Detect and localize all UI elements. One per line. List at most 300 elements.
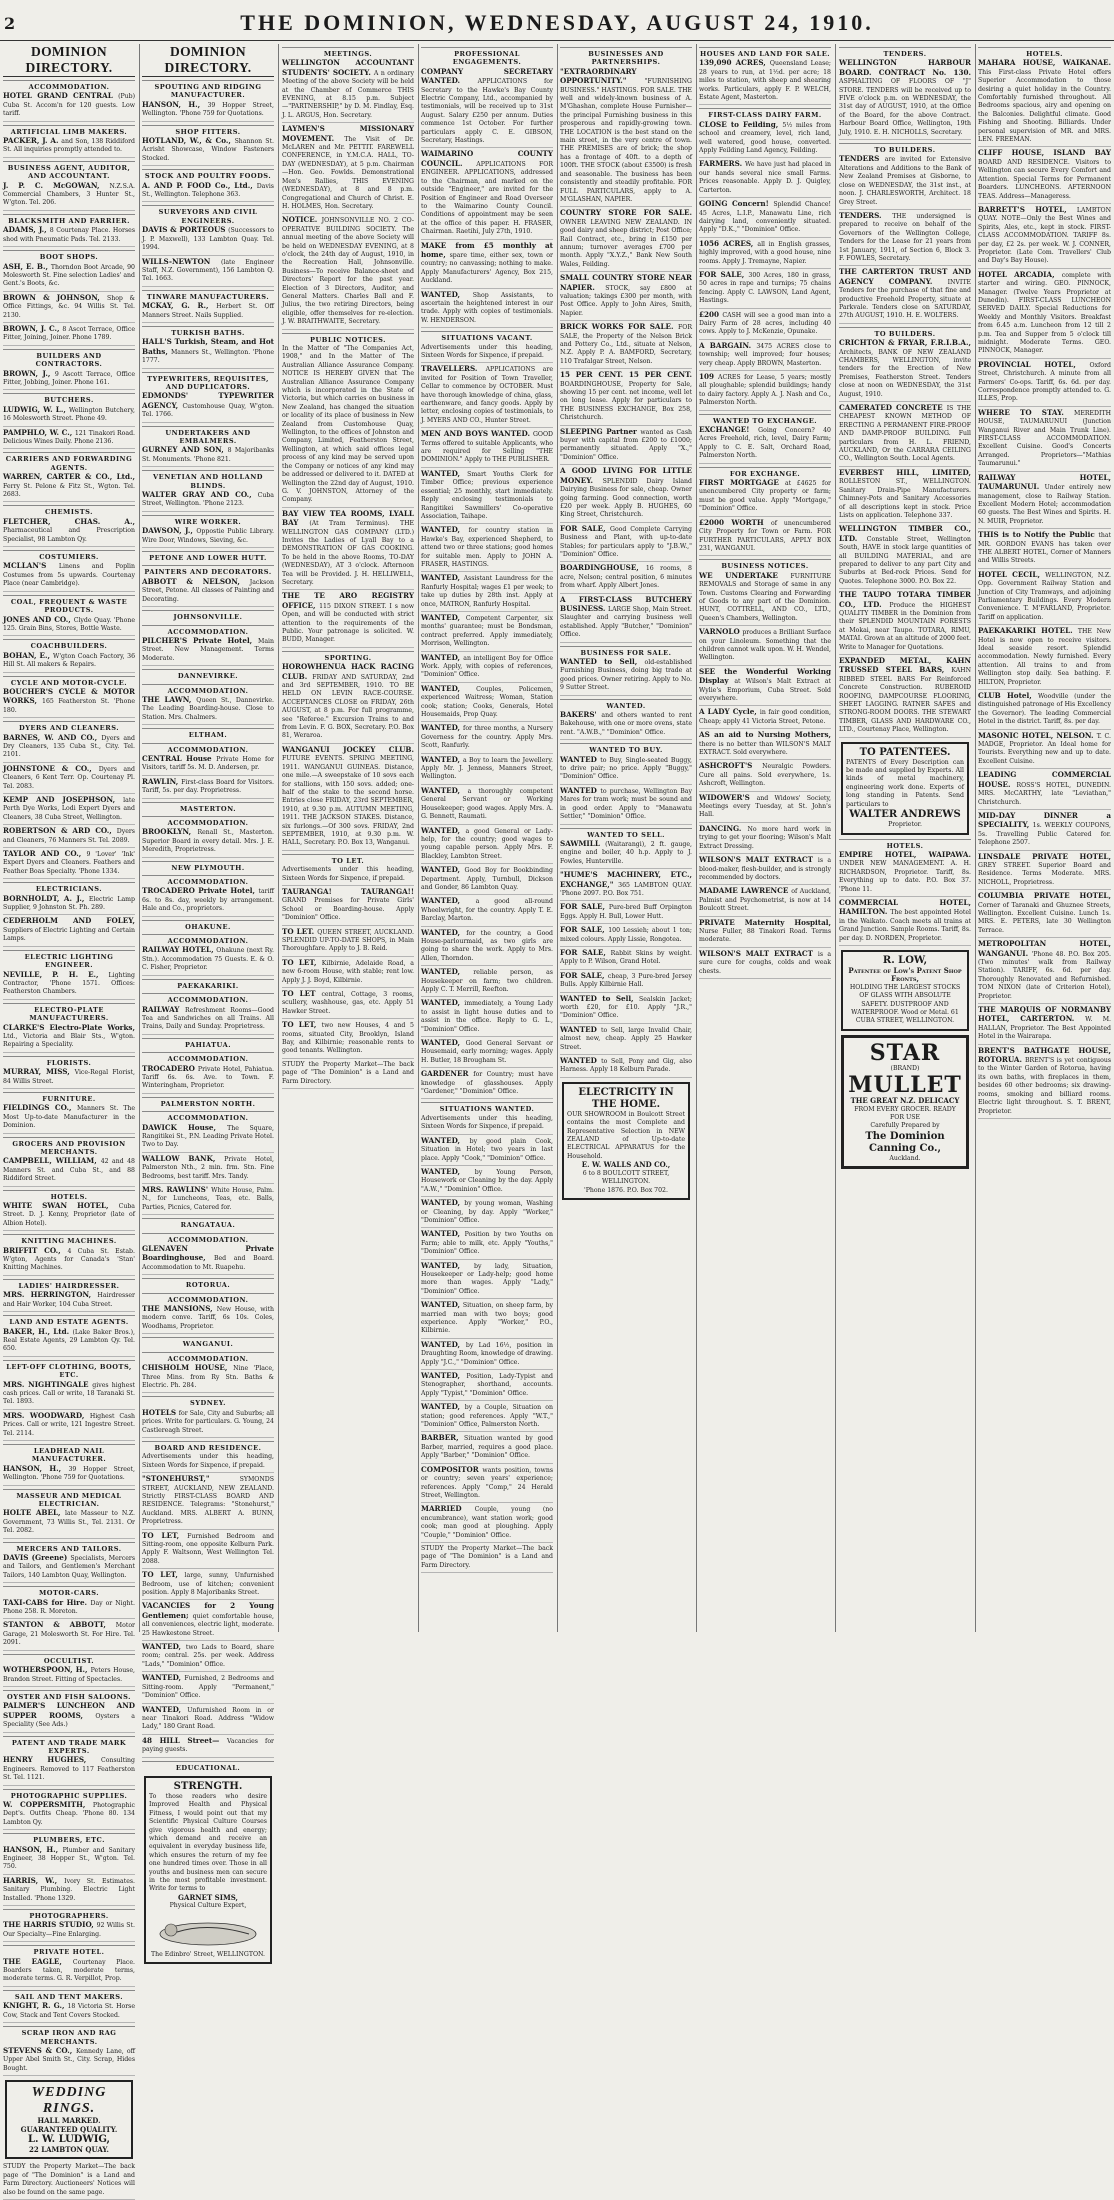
classified-ad <box>3 1328 135 1357</box>
section-heading: VENETIAN AND HOLLAND BLINDS. <box>142 470 274 490</box>
ad-text: by lady, Situation, Housekeeper or Lady-help; good home more than wages. Apply "Lady," "Dominion" Office. <box>421 1262 553 1295</box>
ad-text: is a sure cure for coughs, colds and weak chests. <box>699 950 832 975</box>
ad-text: Consulting Engineers. Removed to 117 Featherston St. Tel. 1121. <box>3 1757 135 1782</box>
section-heading: TYPEWRITERS, REQUISITES, AND DUPLICATORS. <box>142 372 274 392</box>
low-shop-fronts-ad <box>841 950 969 1031</box>
ad-text: for Country; must have knowledge of glasshouses. Apply "Gardener," "Dominion" Office. <box>421 1071 553 1096</box>
ad-lead: WANTED, <box>421 1300 463 1310</box>
ad-lead: TROCADERO <box>142 1063 198 1073</box>
classified-ad <box>560 68 692 208</box>
ad-text: SPLENDID Dairy Island Dairying Business for sale, cheap. Owner going farming. Good connection, worth £20 per week. Apply B. HUGHES, 60 King Street, Christchurch. <box>560 477 692 519</box>
ad-text: Peters House, Brandon Street. Fitting of Spectacles. <box>3 1667 135 1683</box>
low-body: HOLDING THE LARGEST STOCKS OF GLASS WITH ABSOLUTE SAFETY. DUSTPROOF AND WATERPROOF. Wood or Metal. 61 CUBA STREET, WELLINGTON. <box>849 983 961 1025</box>
ad-lead: WANTED, <box>421 573 464 583</box>
ad-lead: W. COPPERSMITH, <box>3 1799 93 1809</box>
houses-sections <box>699 47 831 979</box>
classified-ad <box>3 1381 135 1410</box>
ad-lead: "EXTRAORDINARY OPPORTUNITY." <box>560 66 645 86</box>
ad-text: (late Engineer Staff, N.Z. Government), 156 Lambton Q. Tel. 1663. <box>142 258 274 283</box>
newspaper-title: THE DOMINION, WEDNESDAY, AUGUST 24, 1910. <box>240 10 874 35</box>
ad-lead: HOTEL GRAND CENTRAL <box>3 91 119 101</box>
ad-text: Queensland Lease; 28 years to run, at 1½d. per acre; 18 miles to station, with sheep and shearing works. Particulars, apply F. P. WELCH, Estate Agent, Masterton. <box>699 60 831 102</box>
classified-ad <box>142 1706 274 1735</box>
column-professional-situations <box>421 44 553 1632</box>
classified-ad <box>978 771 1111 810</box>
ad-text: Competent Carpenter, six months' guarantee; must be Bondsman, contract preferred. Apply immediately, Morrison, Wellington. <box>421 614 553 648</box>
ad-text: Photographic Dept's. Outfits Cheap. 'Phone 80. 134 Lambton Qy. <box>3 1801 135 1826</box>
classified-ad <box>421 1137 553 1166</box>
classified-ad <box>421 430 553 468</box>
page-number: 2 <box>4 14 16 33</box>
ad-lead: THE LAWN, <box>142 694 197 704</box>
classified-ad <box>142 302 274 323</box>
ad-text: of unencumbered City Property for Town or Farm. FOR FURTHER PARTICULARS, APPLY BOX 231, WANGANUI. <box>699 519 831 552</box>
ad-text: 9 'Lover' 'Ink' Expert Dyers and Cleaners. Feathers and Feather Boas Specialty. 'Phone 1334. <box>3 851 135 875</box>
classified-ad <box>978 59 1111 147</box>
ad-lead: HOTEL CECIL, <box>978 569 1046 579</box>
ad-lead: FOR SALE, <box>560 970 608 980</box>
ad-lead: HARRIS, W., <box>3 1875 65 1885</box>
ad-lead: THE TE ARO REGISTRY OFFICE, <box>282 591 414 610</box>
section-heading: BOOT SHOPS. <box>3 250 135 261</box>
section-heading: HOTELS. <box>3 1190 135 1201</box>
classified-ad <box>282 990 414 1019</box>
classified-ad <box>560 995 692 1024</box>
notice-sections <box>282 47 414 1059</box>
ad-lead: TAYLOR AND CO., <box>3 849 87 859</box>
ad-text: Jackson Street, Petone. All classes of Painting and Decorating. <box>142 578 274 603</box>
ad-text: for three months, a Nursery Governess for the country. Apply Mrs. Scott, Ranfurly. <box>421 725 553 750</box>
ad-lead: MAHARA HOUSE, WAIKANAE. <box>978 58 1111 68</box>
classified-ad <box>421 1168 553 1197</box>
classified-ad <box>3 182 135 211</box>
ad-text: W. M. HALLAN, Proprietor. The Best Appointed Hotel in the Wairarapa. <box>978 1016 1112 1041</box>
ad-lead: SLEEPING Partner <box>560 426 641 436</box>
ad-text: there is no better than WILSON'S MALT EXTRACT. Sold everywhere. <box>699 740 831 757</box>
ad-lead: CAMPBELL, WILLIAM, <box>3 1156 101 1166</box>
classified-ad <box>142 1571 274 1600</box>
ad-lead: BARRETT'S HOTEL, <box>978 204 1077 214</box>
ad-lead: HOROWHENUA HACK RACING CLUB. <box>282 662 414 681</box>
section-heading: OCCULTIST. <box>3 1654 135 1665</box>
classified-ad <box>142 1409 274 1438</box>
ad-lead: HALL'S Turkish, Steam, and Hot Baths, <box>142 337 274 356</box>
ad-text: Sealskin Jacket; worth £20, for £10. Apply "J.R.," "Dominion" Office. <box>560 995 693 1020</box>
column-rule <box>139 44 140 1632</box>
ad-text: JOHNSONVILLE NO. 2 CO-OPERATIVE BUILDING SOCIETY. The annual meeting of the above Society will be held on WEDNESDAY EVENING, at 8 o'clock, the 24th day of August, 1910, in the Recreation Hall, Johnsonville. Business—To receive Balance-sheet and Directors' Report for the past year. Election of 3 Directors, Auditor, and General Matters. Charles Ball and F. Julius, the two retiring Directors, being eligible, offer themselves for re-election. J. W. BRAITHWAITE, Secretary. <box>282 217 414 326</box>
classified-ad <box>3 263 135 292</box>
hotels-heading: HOTELS. <box>839 839 971 850</box>
classified-ad <box>560 209 692 272</box>
section-heading: ACCOMMODATION. <box>142 993 274 1004</box>
ad-text: This First-class Private Hotel offers Superior Accommodation to those desiring a quiet holiday in the Country. Comfortably furnished throughout. All Bedrooms spacious, airy and opening on the Balconies. Delightful climate. Good Fishing and Shooting. Billiards. Under personal supervision of MR. and MRS. LEN. FREEMAN. <box>978 68 1111 144</box>
classified-ad <box>282 746 414 851</box>
ad-text: Oppostie Public Library. Wire Door, Windows, Sieving, &c. <box>142 528 274 544</box>
ad-lead: WAIMARINO COUNTY COUNCIL. <box>421 149 553 168</box>
ad-lead: EXPANDED METAL, KAHN TRUSSED STEEL BARS, <box>839 656 971 675</box>
ad-lead: FIELDINGS CO., <box>3 1103 77 1113</box>
section-heading: MOTOR-CARS. <box>3 1586 135 1597</box>
classified-ad <box>3 1068 135 1089</box>
ad-lead: WELLINGTON HARBOUR BOARD. CONTRACT No. 130. <box>839 58 971 77</box>
ad-text: UNDER NEW MANAGEMENT. A. H. RICHARDSON, Proprietor. Tariff, 8s. Everything up to date. P.O. Box 37. 'Phone 11. <box>839 860 971 893</box>
section-heading: ACCOMMODATION. <box>142 1111 274 1122</box>
ad-text: Position by two Youths on Farm; able to milk, etc. Apply "Youths," "Dominion" Office. <box>421 1231 553 1256</box>
classified-ad <box>3 895 135 916</box>
classified-ad <box>978 853 1111 891</box>
ad-lead: SMALL COUNTRY STORE NEAR NAPIER. <box>560 273 692 292</box>
ad-text: an intelligent Boy for Office Work. Apply, with copies of references, "Dominion" Office. <box>421 654 553 679</box>
classified-ad <box>699 519 831 557</box>
ad-text: MEREDITH HOUSE, TAUMARUNUI (Junction Wanganui River and Main Trunk Line). FIRST-CLASS ACCOMMODATION. Excellent Cuisine. Good's Concerts Arranged. Proprietors—"Mathias Taumarunui." <box>978 409 1111 468</box>
ad-text: 121 Tinakori Road. Delicious Wines Daily. Phone 2136. <box>3 429 136 445</box>
ad-text: GREY STREET. Superior Board and Residence. Terms Moderate. MRS. NICHOLL, Proprietress. <box>978 861 1111 886</box>
section-heading: WANTED. <box>560 699 692 710</box>
ad-text: Suppliers of Electric Lighting and Certain Lamps. <box>3 926 135 943</box>
ad-lead: BARBER, <box>421 1433 465 1443</box>
ad-text: Situation wanted by good Barber, married, requires a good place. Apply "Barber," "Dominion" Office. <box>421 1435 553 1460</box>
section-heading: MASSEUR AND MEDICAL ELECTRICIAN. <box>3 1489 135 1509</box>
ad-text: FURNITURE REMOVALS and Storage of same in any Town. Customs Clearing and Forwarding of Goods to any part of the Dominion. HUNT, COTTRELL, AND CO., LTD., Queen's Chambers, Wellington. <box>699 572 831 622</box>
classified-ad <box>142 828 274 857</box>
ad-text: Vice-Regal Florist, 84 Willis Street. <box>3 1069 135 1085</box>
classified-ad <box>3 473 135 502</box>
classified-ad <box>421 1039 553 1068</box>
ad-lead: COMPANY SECRETARY WANTED. <box>421 66 553 86</box>
classified-ad <box>421 242 553 289</box>
ad-lead: TAXI-CABS for Hire. <box>3 1597 91 1607</box>
ad-text: and others wanted to rent Bakehouse, with one or more ovens, state rent. "A.W.B.," "Dominion" Office. <box>560 712 692 736</box>
ad-text: and Son, 138 Riddiford St. All inquiries promptly attended to. <box>3 138 136 154</box>
ad-lead: HENRY HUGHES, <box>3 1755 101 1765</box>
classified-ad <box>3 652 135 673</box>
ad-text: that MR. GORDON EVANS has taken over THE ALBERT HOTEL, Corner of Manners and Willis Streets. <box>978 532 1111 565</box>
section-heading: KNITTING MACHINES. <box>3 1234 135 1245</box>
ad-text: Corner of Taranaki and Ghuznee Streets, Wellington. Excellent Cuisine. Lunch 1s. MRS. E. PETERS, late 30 Wellington Terrace. <box>978 901 1111 934</box>
ad-text: 165 Featherston St. 'Phone 180. <box>3 698 135 714</box>
classified-ad <box>282 510 414 591</box>
wedding-address: 22 LAMBTON QUAY. <box>29 2144 109 2154</box>
ad-lead: WANTED, <box>142 1704 188 1714</box>
ad-lead: RAWLIN, <box>142 776 182 786</box>
ad-lead: MID-DAY DINNER a SPECIALITY, <box>978 810 1111 830</box>
ad-lead: RAILWAY HOTEL, TAUMARUNUI. <box>978 472 1111 492</box>
ad-text: "FURNISHING BUSINESS." HASTINGS. FOR SALE. THE well and widely-known business of A. M'Ghashan, complete House Furnisher—the principal Furnishing business in this prosperous and rapidly-growing town. THE LOCATION is the best stand on the main street, in the very centre of town. THE PREMISES are of brick; the shop has a frontage of 40ft. to a depth of 100ft. THE STOCK (about £3500) is fresh and seasonable. The business has been consistently and steadily profitable. FOR FULL PARTICULARS, apply to A. M'GLASHAN, NAPIER. <box>560 78 692 203</box>
classified-ad <box>3 1921 135 1942</box>
ad-text: Architects, BANK OF NEW ZEALAND CHAMBERS, WELLINGTON, invite tenders for the Erection of New Premises, Featherston Street. Tenders close at noon on WEDNESDAY, the 31st August, 1910. <box>839 348 971 398</box>
ad-lead: HANSON, H., <box>3 1463 69 1473</box>
ad-lead: BARNES, W. AND CO., <box>3 732 102 742</box>
classified-ad <box>142 226 274 255</box>
ad-lead: KNIGHT, R. G., <box>3 2001 68 2011</box>
ad-text: No more hard work in trying to get your flooring; Wilson's Malt Extract Dressing. <box>699 825 831 850</box>
ad-lead: WANTED to Sell, <box>560 657 645 666</box>
ad-text: Dyers and Dry Cleaners, 135 Cuba St., City. Tel. 2101. <box>3 734 135 759</box>
ad-text: in fair good condition, Cheap; apply 41 Victoria Street, Petone. <box>699 709 831 725</box>
ad-text: Shop & Office Fittings, &c. 94 Willis St. Tel. 2130. <box>3 294 135 319</box>
classified-ad <box>978 892 1111 938</box>
classified-ad <box>282 959 414 988</box>
ad-lead: ADAMS, J., <box>3 225 50 235</box>
classified-ad <box>978 149 1111 203</box>
ad-lead: KEMP AND JOSEPHSON, <box>3 795 124 804</box>
ad-text: are invited for Extensive Alterations and Additions to the Bank of New Zealand Premises at Gisborne, to close on WEDNESDAY, the 31st inst., at noon. J. CHARLESWORTH, Architect. 18 Grey Street. <box>839 156 972 206</box>
classified-ad <box>421 897 553 926</box>
directory-heading: DOMINION DIRECTORY. <box>142 44 274 77</box>
classified-ad <box>282 928 414 957</box>
ad-text: Hairdresser and Hair Worker, 104 Cuba Street. <box>3 1292 135 1308</box>
column-dominion-directory-2 <box>142 44 275 1958</box>
ad-lead: £2000 WORTH <box>699 517 772 527</box>
classified-ad <box>699 950 831 979</box>
section-heading: SPORTING. <box>282 651 414 662</box>
classified-ad <box>282 866 414 886</box>
ad-lead: WANTED, <box>421 1260 474 1270</box>
classified-ad <box>560 596 692 643</box>
ad-lead: WANTED, <box>421 1371 467 1381</box>
ad-lead: WANTED, <box>421 865 465 875</box>
classified-ad <box>978 1047 1111 1119</box>
ad-text: Advertisements under this heading, Sixteen Words for Sixpence, if prepaid. <box>142 1453 274 1469</box>
ad-text: Courtenay Place. Boarders taken, moderate terms, moderate terms. G. R. Verpillot, Prop. <box>3 1958 135 1983</box>
ad-lead: BRENT'S BATHGATE HOUSE, ROTORUA. <box>978 1045 1111 1065</box>
ad-lead: 139,090 ACRES, <box>699 58 770 68</box>
ad-lead: WELLINGTON TIMBER CO., LTD. <box>839 524 971 543</box>
ad-lead: FARMERS. <box>699 159 745 169</box>
ad-lead: "STONEHURST," <box>142 1474 240 1484</box>
ad-text: Shannon St. Acrisht Showcase, Window Fasteners Stocked. <box>142 138 274 162</box>
column-houses-land <box>699 44 831 1632</box>
ad-lead: PAEKAKARIKI HOTEL. <box>978 626 1078 636</box>
ad-text: Wellington Butchery, 16 Molesworth Street. Phone 49. <box>3 406 135 423</box>
ad-text: APPLICATIONS for Secretary to the Hawke's Bay County Electric Company, Ltd., accompanied by testimonials, will be received up to 31st August. Salary £250 per annum. Duties commence 1st October. For further particulars apply C. E. GIBSON, Secretary, Hastings. <box>421 78 553 145</box>
classified-ad <box>839 657 971 738</box>
ad-text: a thoroughly competent General Servant or Working Housekeeper; good wages. Apply Mrs. A. G. Bennett, Raumati. <box>421 787 553 821</box>
classified-ad <box>421 968 553 997</box>
ad-text: (Lake Baker Bros.), Real Estate Agents, 29 Lambton Qy. Tel. 650. <box>3 1328 135 1353</box>
ad-text: FOR SALE, the Property of the Nelson Brick and Pottery Co., Ltd., situate at Nelson, N.Z. Apply P. A. BAMFORD, Secretary, 110 Trafalgar Street, Nelson. <box>560 324 692 365</box>
ad-text: Neuralgic Powders. Cure all pains. Sold everywhere, 1s. Ashcroft, Wellington. <box>699 763 832 788</box>
ad-lead: STANTON & ABBOTT, <box>3 1620 116 1630</box>
ad-lead: WANTED <box>560 754 601 764</box>
classified-ad <box>142 338 274 368</box>
classified-ad <box>560 1026 692 1055</box>
ad-text: OWNER LEAVING NEW ZEALAND. IN good dairy and sheep district; Post Office; Rail Contract, etc., bring in £150 per annum; turnover averages £700 per month. Apply "X.Y.Z.," Bank New South Wales, Feilding. <box>560 218 692 268</box>
ad-text: Ltd., Victoria and Blair Sts., W'gton. Repairing a Speciality. <box>3 1032 135 1049</box>
section-heading: WIRE WORKER. <box>142 515 274 526</box>
classified-ad <box>699 160 831 198</box>
section-heading: SYDNEY. <box>142 1396 274 1407</box>
ad-lead: PROVINCIAL HOTEL, <box>978 359 1090 369</box>
classified-ad <box>560 274 692 321</box>
column-rule <box>278 44 279 1632</box>
ad-lead: BROWN, J. C., <box>3 323 63 333</box>
ad-text: Constable Street, Wellington South, HAVE in stock large quantities of all BUILDING MATERIAL, and are prepared to deliver to any part City and Suburbs at Bed-rock Prices. Send for Quotes. Telephone 3000. P.O. Box 22. <box>839 535 971 585</box>
section-heading: ACCOMMODATION. <box>142 1052 274 1063</box>
ad-lead: TRAVELLERS. <box>421 364 486 374</box>
classified-ad <box>699 311 831 340</box>
classified-ad <box>699 373 831 411</box>
ad-text: Dyers and Cleaners, 76 Manners St. Tel. 2089. <box>3 828 135 844</box>
classified-ad <box>421 756 553 785</box>
classified-ad <box>142 1643 274 1672</box>
column-hotels <box>978 44 1111 1632</box>
ad-text: KAHN RIBBED STEEL BARS For Reinforced Concrete Construction. RUBEROID ROOFING, DAMPCOURSE FLOORING, SHEET LAGGING. RATNER SAFES and STRONG-ROOM DOORS. THE STEWART TIMBER, GLASS AND HARDWARE CO., LTD., Courtenay Place, Wellington. <box>839 667 971 734</box>
ad-lead: FOR SALE, <box>699 269 749 279</box>
classified-ad <box>421 1341 553 1370</box>
classified-ad <box>282 125 414 214</box>
ad-text: Cuba Street. D. J. Kenny, Proprietor (late of Albion Hotel). <box>3 1203 135 1227</box>
electricity-ad <box>562 1082 690 1200</box>
ad-lead: MCKAY, G. R., <box>142 301 217 311</box>
classified-ad <box>3 1621 135 1650</box>
wedding-hall-marked: HALL MARKED. <box>37 2116 101 2126</box>
ad-lead: GURNEY AND SON, <box>142 445 228 455</box>
classified-ad <box>421 1115 553 1135</box>
classified-ad <box>421 999 553 1037</box>
ad-text: Refreshment Rooms—Good Tea and Sandwiches on all Trains. All Trains, Daily and Sunday. Proprietress. <box>142 1006 274 1031</box>
section-heading: TURKISH BATHS. <box>142 326 274 337</box>
column-dominion-directory-1 <box>3 44 136 2196</box>
ad-text: W'gton Coach Factory, 36 Hill St. All makers & Repairs. <box>3 652 136 669</box>
ad-lead: MADAME LAWRENCE <box>699 886 792 896</box>
section-heading: ROTORUA. <box>142 1278 274 1289</box>
ad-text: FUTURE EVENTS. SPRING MEETING, 1911. WANGANUI GUINEAS. Distance, one mile.—A sweepstake of 10 sovs each for stallions, with 150 sovs. added; one-half of the stake to the second horse. Entries close FRIDAY, 23rd SEPTEMBER, 1910, at 9.30 p.m. AUTUMN MEETING, 1911. THE JACKSON STAKES. Distance, six furlongs.—Of 300 sovs. FRIDAY, 2nd SEPTEMBER, 1910, at 9.30 p.m. W. HALL, Secretary. P.O. Box 13, Wanganui. <box>282 755 414 847</box>
ad-lead: A GOOD LIVING FOR LITTLE MONEY. <box>560 466 692 485</box>
ad-lead: WANTED, <box>421 1229 465 1239</box>
section-heading: UNDERTAKERS AND EMBALMERS. <box>142 426 274 446</box>
study-property-notice: STUDY the Property Market—The back page of "The Dominion" is a Land and Farm Directory. <box>421 1545 553 1573</box>
classified-ad <box>3 429 135 450</box>
classified-ad <box>3 1877 135 1906</box>
ad-lead: BRICK WORKS FOR SALE. <box>560 322 678 332</box>
ad-lead: CLARKE'S Electro-Plate Works, <box>3 1022 135 1032</box>
ad-lead: DAWSON, J., <box>142 526 197 536</box>
ad-lead: MCLLAN'S <box>3 561 59 571</box>
section-heading: EDUCATIONAL. <box>142 1761 274 1772</box>
ad-lead: BAKER, H., Ltd. <box>3 1326 73 1336</box>
ad-text: 5½ miles from school and creamery, level, rich land, well watered, good house, converted. Apply Feilding Land Agency, Feilding. <box>699 121 831 155</box>
classified-ad <box>3 137 135 158</box>
classified-ad <box>421 344 553 364</box>
section-heading: ACCOMMODATION. <box>142 625 274 636</box>
section-heading: TO LET. <box>282 854 414 865</box>
ad-text: Under entirely new management, close to Railway Station. Excellent Modern Hotel; accommodation 60 guests. The Best Wines and Spirits. H. N. MUIR, Proprietor. <box>978 484 1111 525</box>
section-heading: MASTERTON. <box>142 802 274 813</box>
physical-culture-figure-illustration <box>153 1914 263 1948</box>
strength-heading: STRENGTH. <box>173 1780 243 1792</box>
section-heading: CYCLE AND MOTOR-CYCLE. <box>3 676 135 687</box>
mullet-brand: (BRAND) <box>890 1064 920 1072</box>
section-heading: HOUSES AND LAND FOR SALE. <box>699 47 831 58</box>
ad-lead: MARRIED <box>421 1504 475 1514</box>
ad-lead: ASHCROFT'S <box>699 761 763 771</box>
ad-lead: EMPIRE HOTEL, WAIPAWA. <box>839 849 971 859</box>
ad-text: gives highest cash prices. Call or write, 18 Taranaki St. Tel. 1893. <box>3 1381 135 1406</box>
ad-text: Furnished, 2 Bedrooms and Sitting-room. Apply "Permanent," "Dominion" Office. <box>142 1675 274 1700</box>
ad-text: at Wilson's Malt Extract at Wylie's Emporium, Cuba Street. Sold everywhere. <box>699 678 831 702</box>
classified-ad <box>839 59 971 140</box>
ad-lead: WANTED, <box>421 754 463 764</box>
mullet-name: MULLET <box>848 1072 962 1099</box>
ad-text: Manners St., Wellington. 'Phone 1777. <box>142 348 274 365</box>
classified-ad <box>142 527 274 548</box>
directory-sections <box>142 80 274 1772</box>
classified-ad <box>421 1199 553 1228</box>
classified-ad <box>978 812 1111 851</box>
section-heading: ACCOMMODATION. <box>142 1233 274 1244</box>
ad-text: 3475 ACRES close to township; well improved; four houses; very cheap. Apply BROWN, Masterton. <box>699 342 831 367</box>
ad-lead: MRS. HERRINGTON, <box>3 1290 98 1300</box>
ad-lead: SEE the Wonderful Working Display <box>699 666 831 686</box>
ad-lead: MAKE from £5 monthly at home, <box>421 240 553 259</box>
ad-lead: HOTELS <box>142 1407 179 1417</box>
column-rule <box>557 44 558 1632</box>
ad-lead: MURRAY, MISS, <box>3 1067 75 1077</box>
section-heading: ACCOMMODATION. <box>142 743 274 754</box>
section-heading: ACCOMMODATION. <box>142 816 274 827</box>
ad-lead: WANTED <box>560 1056 602 1066</box>
section-heading: HOTELS. <box>978 47 1111 58</box>
ad-text: CASH will see a good man into a Dairy Farm of 28 acres, including 40 cows. Apply to J. McKenzie, Opunake. <box>699 311 831 336</box>
ad-lead: BOARDINGHOUSE, <box>560 563 646 573</box>
section-heading: WANTED TO SELL. <box>560 828 692 839</box>
ad-lead: HOLTE ABEL, <box>3 1508 65 1518</box>
ad-text: at £4625 for unencumbered City property or farm; must be good value. Apply "Mortgage," "Dominion" Office. <box>699 480 831 513</box>
ad-text: Assistant Laundress for the Ranfurly Hospital; wages £1 per week; to take up duties by 28th inst. Apply at once, MATRON, Ranfurly Hospital. <box>421 575 553 608</box>
classified-ad <box>3 971 135 1000</box>
ad-text: BOARDINGHOUSE, Property for Sale, showing 15 per cent. net income, well let on long lease. Apply for particulars to THE BUSINESS EXCHANGE, Box 258, Christchurch. <box>560 380 692 422</box>
ad-lead: LINSDALE PRIVATE HOTEL, <box>978 851 1111 861</box>
classified-ad <box>3 1104 135 1133</box>
ad-lead: GARDENER <box>421 1069 474 1079</box>
ad-lead: J. P. C. McGOWAN, <box>3 180 110 190</box>
classified-ad <box>421 685 553 723</box>
ad-text: Thorndon Boot Arcade, 90 Molesworth St. Fine selection Ladies' and Gent.'s Boots, &c. <box>3 263 135 288</box>
classified-ad <box>142 946 274 975</box>
classified-ad <box>3 1666 135 1687</box>
classified-ad <box>560 428 692 466</box>
ad-text: cheap, 3 Pure-bred Jersey Bulls. Apply Kilbirnie Hall. <box>560 972 692 989</box>
ad-lead: JONES AND CO., <box>3 614 74 624</box>
ad-lead: WANTED, <box>421 825 466 835</box>
ad-lead: COMMERCIAL HOTEL, HAMILTON. <box>839 897 971 917</box>
section-heading: LAND AND ESTATE AGENTS. <box>3 1315 135 1326</box>
ad-text: Smart Youths Clerk for Timber Office; previous experience essential; 25 monthly, start immediately. Reply enclosing testimonials to Rangitikei Sawmillers' Co-operative Association, Taihape. <box>421 470 553 520</box>
classified-ad <box>282 345 414 508</box>
wedding-rings-heading: WEDDING RINGS. <box>31 2085 107 2117</box>
directory-heading: DOMINION DIRECTORY. <box>3 44 135 77</box>
ad-lead: DANCING. <box>699 823 748 833</box>
ad-lead: THE TAUPO TOTARA TIMBER CO., LTD. <box>839 590 971 609</box>
section-heading: SAIL AND TENT MAKERS. <box>3 1990 135 2001</box>
classified-ad <box>560 467 692 522</box>
classified-ad <box>3 1702 135 1732</box>
section-heading: SURVEYORS AND CIVIL ENGINEERS. <box>142 205 274 225</box>
classified-ad <box>839 469 971 523</box>
section-heading: ACCOMMODATION. <box>3 80 135 91</box>
ad-text: produces a Brilliant Surface on your Linoleum. Something that the children cannot walk upon. W. H. Wendel, Wellington. <box>699 629 831 662</box>
classified-ad <box>560 972 692 993</box>
ad-text: LARGE Shop, Main Street. Slaughter and carrying business well established. Apply "Butcher," "Dominion" Office. <box>560 605 693 639</box>
ad-lead: A FIRST-CLASS BUTCHERY BUSINESS. <box>560 594 692 613</box>
ad-text: Highest Cash Prices. Call or write, 121 Ingestre Street. Tel. 2114. <box>3 1412 135 1437</box>
ad-text: 300 Acres, 180 in grass, 50 acres in rape and turnips; 75 chains fencing. Apply C. LAWSON, Land Agent, Hastings. <box>699 271 831 305</box>
wedding-guaranteed: GUARANTEED QUALITY. <box>20 2124 118 2134</box>
classified-ad <box>421 929 553 967</box>
classified-ad <box>699 794 831 823</box>
strength-ad <box>144 1776 272 1964</box>
